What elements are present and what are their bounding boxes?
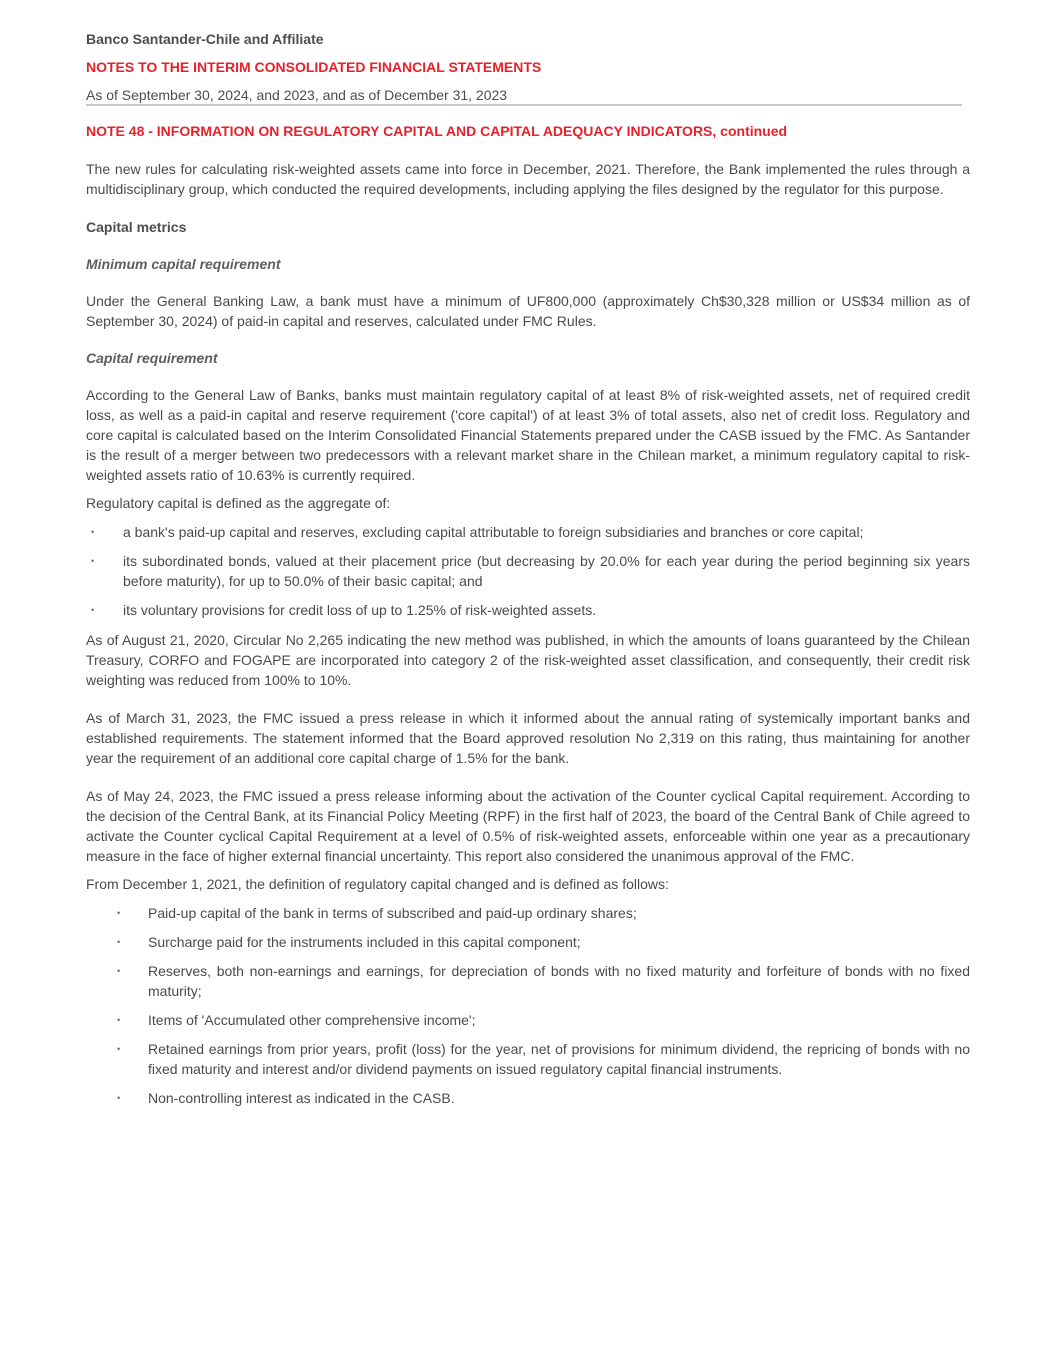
notes-title: NOTES TO THE INTERIM CONSOLIDATED FINANCIAL STATEMENTS — [86, 59, 542, 75]
bullet-icon: • — [117, 937, 121, 947]
bullet-icon: • — [117, 1044, 121, 1054]
bullet-icon: • — [117, 1015, 121, 1025]
aggregate-intro: Regulatory capital is defined as the aggregate of: — [86, 495, 391, 511]
list-item-text: Reserves, both non-earnings and earnings, for depreciation of bonds with no fixed maturity and forfeiture of bonds with no fixed maturity; — [148, 963, 970, 999]
min-capital-paragraph: Under the General Banking Law, a bank must have a minimum of UF800,000 (approximately Ch$30,328 million or US$34 million as of September 30, 2024) of paid-in capital and reserves, calculated under FMC Rules. — [86, 293, 970, 329]
list-item — [86, 932, 970, 952]
capital-metrics-heading: Capital metrics — [86, 219, 187, 235]
list-item — [86, 1010, 970, 1030]
list-item-text: its voluntary provisions for credit loss of up to 1.25% of risk-weighted assets. — [123, 602, 597, 618]
list-item-text: its subordinated bonds, valued at their placement price (but decreasing by 20.0% for each year during the period beginning six years before maturity), for up to 50.0% of their basic capital; and — [123, 553, 970, 589]
aggregate-list — [86, 522, 970, 620]
min-capital-heading: Minimum capital requirement — [86, 256, 281, 272]
bullet-icon: • — [91, 605, 95, 615]
circular-paragraph: As of August 21, 2020, Circular No 2,265 indicating the new method was published, in which the amounts of loans guaranteed by the Chilean Treasury, CORFO and FOGAPE are incorporated into category 2 of the risk-weighted asset classification, and consequently, their credit risk weighting was reduced from 100% to 10%. — [86, 632, 970, 688]
note-heading: NOTE 48 - INFORMATION ON REGULATORY CAPITAL AND CAPITAL ADEQUACY INDICATORS, continued — [86, 123, 788, 139]
note-body — [86, 159, 970, 1117]
list-item-text: Items of 'Accumulated other comprehensive income'; — [148, 1012, 476, 1028]
bullet-icon: • — [91, 556, 95, 566]
capital-requirement-paragraph: According to the General Law of Banks, banks must maintain regulatory capital of at least 8% of risk-weighted assets, net of required credit loss, as well as a paid-in capital and reserve requirement ('core capital') of at least 3% of total assets, also net of credit loss. Regulatory and core capital is calculated based on the Interim Consolidated Financial Statements prepared under the CASB issued by the FMC. As Santander is the result of a merger between two predecessors with a relevant market share in the Chilean market, a minimum regulatory capital to risk-weighted assets ratio of 10.63% is currently required. — [86, 387, 970, 483]
list-item-text: Surcharge paid for the instruments included in this capital component; — [148, 934, 581, 950]
reporting-period: As of September 30, 2024, and 2023, and as of December 31, 2023 — [86, 87, 508, 103]
list-item — [86, 1088, 970, 1108]
company-name: Banco Santander-Chile and Affiliate — [86, 31, 324, 47]
definition-list — [86, 903, 970, 1108]
bullet-icon: • — [117, 908, 121, 918]
intro-paragraph: The new rules for calculating risk-weighted assets came into force in December, 2021. Therefore, the Bank implemented the rules through a multidisciplinary group, which conducted the required developments, including applying the files designed by the regulator for this purpose. — [86, 161, 970, 197]
list-item — [86, 1039, 970, 1079]
bullet-icon: • — [91, 527, 95, 537]
bullet-icon: • — [117, 966, 121, 976]
list-item — [86, 903, 970, 923]
may-press-release-paragraph: As of May 24, 2023, the FMC issued a press release informing about the activation of the Counter cyclical Capital requirement. According to the decision of the Central Bank, at its Financial Policy Meeting (RPF) in the first half of 2023, the board of the Central Bank of Chile agreed to activate the Counter cyclical Capital Requirement at a level of 0.5% of risk-weighted assets, enforceable within one year as a precautionary measure in the face of higher external financial uncertainty. This report also considered the unanimous approval of the FMC. — [86, 788, 970, 864]
list-item — [86, 522, 970, 542]
header-divider — [86, 104, 962, 106]
list-item-text: Retained earnings from prior years, profit (loss) for the year, net of provisions for minimum dividend, the repricing of bonds with no fixed maturity and interest and/or dividend payments on issued regulatory capital financial instruments. — [148, 1041, 970, 1077]
capital-requirement-heading: Capital requirement — [86, 350, 218, 366]
list-item-text: Paid-up capital of the bank in terms of subscribed and paid-up ordinary shares; — [148, 905, 637, 921]
list-item — [86, 600, 970, 620]
list-item — [86, 961, 970, 1001]
list-item — [86, 551, 970, 591]
list-item-text: Non-controlling interest as indicated in the CASB. — [148, 1090, 455, 1106]
december-definition-intro: From December 1, 2021, the definition of regulatory capital changed and is defined as follows: — [86, 876, 669, 892]
list-item-text: a bank's paid-up capital and reserves, excluding capital attributable to foreign subsidiaries and branches or core capital; — [123, 524, 864, 540]
march-press-release-paragraph: As of March 31, 2023, the FMC issued a press release in which it informed about the annual rating of systemically important banks and established requirements. The statement informed that the Board approved resolution No 2,319 on this rating, thus maintaining for another year the requirement of an additional core capital charge of 1.5% for the bank. — [86, 710, 970, 766]
bullet-icon: • — [117, 1093, 121, 1103]
